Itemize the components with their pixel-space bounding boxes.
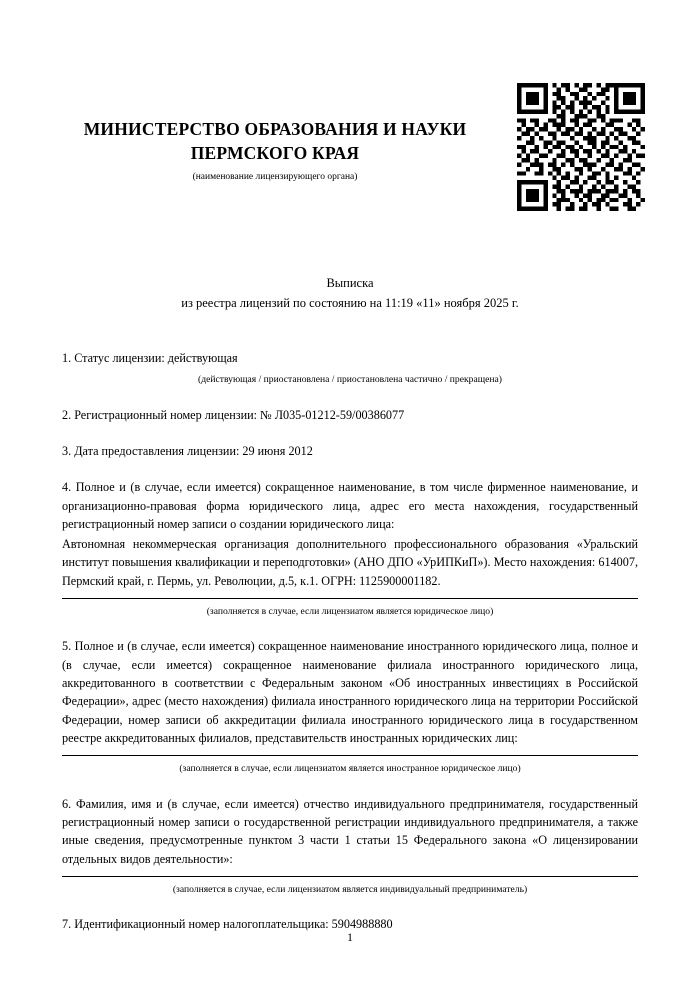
section-registration-number <box>62 406 638 424</box>
section-foreign-entity <box>62 637 638 776</box>
section-registration-number-text: 2. Регистрационный номер лицензии: № Л035-01212-59/00386077 <box>62 407 405 422</box>
divider-legal-entity <box>62 598 638 599</box>
section-license-status <box>62 349 638 388</box>
section-license-status-note: (действующая / приостановлена / приостановлена частично / прекращена) <box>198 374 502 386</box>
section-legal-entity-note: (заполняется в случае, если лицензиатом является юридическое лицо) <box>206 606 494 618</box>
document-title-block <box>62 274 638 313</box>
section-foreign-entity-text: 5. Полное и (в случае, если имеется) сокращенное наименование иностранного юридического лица, полное и (в случае, если имеется) сокращенное наименование филиала иностранного юридического лица, аккредитованного в соответствии с Федеральным законом «Об иностранных инвестициях в Российской Федерации», адрес (место нахождения) филиала иностранного юридического лица на территории Российской Федерации, номер записи об аккредитации филиала иностранного юридического лица в государственном реестре аккредитованных филиалов, представительств иностранных юридических лиц: <box>62 639 638 745</box>
page-number: 1 <box>347 930 353 944</box>
section-foreign-entity-note: (заполняется в случае, если лицензиатом является иностранное юридическое лицо) <box>179 763 521 775</box>
ministry-subtitle: (наименование лицензирующего органа) <box>192 172 358 183</box>
section-taxpayer-number-text: 7. Идентификационный номер налогоплательщика: 5904988880 <box>62 917 393 932</box>
section-legal-entity-value: Автономная некоммерческая организация дополнительного профессионального образования «Уральский институт повышения квалификации и переподготовки» (АНО ДПО «УрИПКиП»). Место нахождения: 614007, Пермский край, г. Пермь, ул. Революции, д.5, к.1. ОГРН: 1125900001182. <box>62 537 638 588</box>
section-license-date <box>62 442 638 460</box>
ministry-title-line2: ПЕРМСКОГО КРАЯ <box>190 142 360 163</box>
divider-individual-entrepreneur <box>62 876 638 877</box>
section-individual-entrepreneur-text: 6. Фамилия, имя и (в случае, если имеется) отчество индивидуального предпринимателя, государственный регистрационный номер записи о государственной регистрации индивидуального предпринимателя, а также иные сведения, предусмотренные пунктом 3 части 1 статьи 15 Федерального закона «О лицензировании отдельных видов деятельности»: <box>62 796 638 866</box>
document-title: Выписка <box>326 276 374 291</box>
qr-code-icon <box>517 83 645 211</box>
document-subtitle: из реестра лицензий по состоянию на 11:19 «11» ноября 2025 г. <box>181 295 519 310</box>
section-license-date-text: 3. Дата предоставления лицензии: 29 июня 2012 <box>62 443 313 458</box>
section-individual-entrepreneur <box>62 795 638 898</box>
section-legal-entity-text: 4. Полное и (в случае, если имеется) сокращенное наименование, в том числе фирменное наименование, и организационно-правовая форма юридического лица, адрес его места нахождения, государственный регистрационный номер записи о создании юридического лица: <box>62 480 638 531</box>
divider-foreign-entity <box>62 755 638 756</box>
section-legal-entity <box>62 478 638 619</box>
section-license-status-text: 1. Статус лицензии: действующая <box>62 351 238 365</box>
ministry-title-line1: МИНИСТЕРСТВО ОБРАЗОВАНИЯ И НАУКИ <box>83 119 467 139</box>
section-individual-entrepreneur-note: (заполняется в случае, если лицензиатом является индивидуальный предприниматель) <box>172 883 528 895</box>
